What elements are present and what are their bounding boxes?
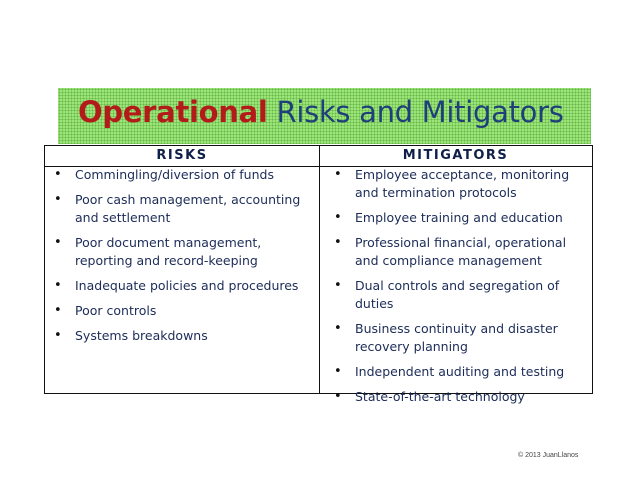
mitigator-item [325, 277, 587, 313]
bullet-icon: • [334, 167, 342, 182]
mitigator-item [325, 209, 587, 227]
mitigator-text: Employee acceptance, monitoring and termination protocols [355, 167, 570, 200]
mitigators-header: MITIGATORS [402, 148, 509, 163]
mitigator-item [325, 388, 587, 406]
mitigators-list [325, 166, 587, 406]
title-accent: Operational [78, 95, 268, 129]
mitigator-item [325, 363, 587, 381]
mitigator-item [325, 166, 587, 202]
bullet-icon: • [334, 210, 342, 225]
bullet-icon: • [334, 389, 342, 404]
bullet-icon: • [54, 278, 62, 293]
risk-text: Poor cash management, accounting and settlement [75, 192, 301, 225]
bullet-icon: • [334, 364, 342, 379]
risks-header: RISKS [156, 148, 208, 163]
risk-item [45, 234, 315, 270]
copyright-notice: © 2013 JuanLlanos [518, 452, 579, 459]
column-divider [319, 146, 320, 393]
risk-text: Commingling/diversion of funds [75, 167, 274, 182]
mitigator-text: Independent auditing and testing [355, 364, 565, 379]
risk-item [45, 327, 315, 345]
mitigator-text: State-of-the-art technology [355, 389, 525, 404]
title-rest: Risks and Mitigators [267, 95, 564, 129]
risks-mitigators-table [44, 145, 593, 404]
bullet-icon: • [334, 321, 342, 336]
risk-item [45, 302, 315, 320]
bullet-icon: • [54, 167, 62, 182]
bullet-icon: • [54, 235, 62, 250]
mitigator-text: Business continuity and disaster recovery planning [355, 321, 558, 354]
bullet-icon: • [334, 278, 342, 293]
risks-list [45, 166, 315, 345]
risk-item [45, 191, 315, 227]
risk-text: Inadequate policies and procedures [75, 278, 299, 293]
bullet-icon: • [54, 328, 62, 343]
mitigator-item [325, 234, 587, 270]
mitigator-item [325, 320, 587, 356]
mitigator-text: Employee training and education [355, 210, 563, 225]
bullet-icon: • [54, 192, 62, 207]
risk-text: Poor document management, reporting and record-keeping [75, 235, 262, 268]
risk-text: Systems breakdowns [75, 328, 208, 343]
bullet-icon: • [54, 303, 62, 318]
mitigator-text: Dual controls and segregation of duties [355, 278, 560, 311]
risk-item [45, 166, 315, 184]
risk-item [45, 277, 315, 295]
bullet-icon: • [334, 235, 342, 250]
slide-title [78, 92, 564, 132]
mitigator-text: Professional financial, operational and compliance management [355, 235, 567, 268]
risk-text: Poor controls [75, 303, 157, 318]
